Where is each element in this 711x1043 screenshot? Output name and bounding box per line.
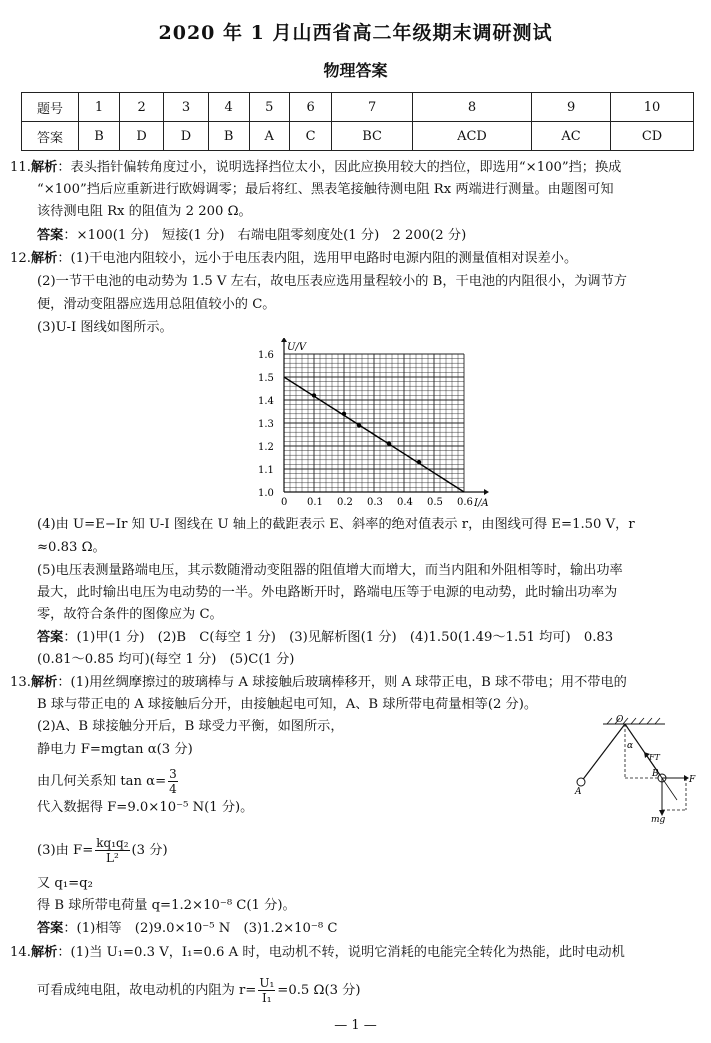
fraction-denominator: I₁ [262, 991, 272, 1005]
data-point [357, 423, 361, 427]
q11-line-3: 该待测电阻 Rx 的阻值为 2 200 Ω。 [37, 204, 252, 219]
number-cell: 6 [289, 93, 331, 122]
fraction-numerator: 3 [169, 767, 177, 781]
fraction [168, 767, 178, 796]
y-tick-label: 1.3 [258, 419, 274, 430]
number-cell: 2 [119, 93, 163, 122]
answer-cell: ACD [412, 122, 531, 151]
number-cell: 5 [249, 93, 289, 122]
q11-answer-label: 答案 [37, 228, 64, 243]
q12-text: ：(1)干电池内阻较小，远小于电压表内阻，选用甲电路时电源内阻的测量值相对误差小。 [57, 251, 578, 266]
page-title: 2020 年 1 月山西省高二年级期末调研测试 [158, 22, 553, 44]
q12-line-3: 便，滑动变阻器应选用总阻值较小的 C。 [37, 297, 276, 312]
number-cell: 9 [532, 93, 611, 122]
q13-line-7 [37, 836, 168, 865]
row-label-answer: 答案 [22, 122, 79, 151]
number-cell: 10 [611, 93, 694, 122]
page-subtitle: 物理答案 [323, 61, 388, 80]
x-tick-label: 0.5 [427, 497, 443, 508]
q13-line-6: 代入数据得 F=9.0×10⁻⁵ N(1 分)。 [37, 800, 254, 815]
q14-text: ：(1)当 U₁=0.3 V，I₁=0.6 A 时，电动机不转，说明它消耗的电能完全转化为热能，此时电动机 [57, 945, 625, 960]
answer-cell: B [79, 122, 120, 151]
q14-line-1 [10, 945, 625, 961]
q11-number: 11. [10, 160, 31, 175]
ball-a [577, 778, 585, 786]
data-point [417, 460, 421, 464]
q13-line-2: B 球与带正电的 A 球接触后分开，由接触起电可知，A、B 球所带电荷量相等(2 分)。 [37, 697, 538, 712]
data-point [312, 393, 316, 397]
y-tick-label: 1.6 [258, 350, 274, 361]
label-b: B [652, 769, 659, 779]
q11-answer [37, 228, 466, 244]
q12-answer [37, 630, 613, 646]
q13-analysis-label: 解析 [30, 675, 58, 690]
q11-line-2: “×100”挡后应重新进行欧姆调零；最后将红、黑表笔接触待测电阻 Rx 两端进行测量。由题图可知 [37, 182, 614, 197]
q13-line-3: (2)A、B 球接触分开后，B 球受力平衡，如图所示， [37, 719, 344, 734]
label-a: A [575, 787, 582, 797]
q13-answer-label: 答案 [37, 921, 64, 936]
number-cell: 4 [208, 93, 249, 122]
q14-analysis-label: 解析 [30, 945, 58, 960]
q11-text: ：表头指针偏转角度过小，说明选择挡位太小，因此应换用较大的挡位，即选用“×100”挡；换成 [57, 160, 622, 175]
q13-line-4: 静电力 F=mgtan α(3 分) [37, 742, 193, 757]
q13-coulomb-score: (3 分) [131, 843, 168, 858]
q12-line-1 [10, 251, 577, 267]
answer-cell: BC [332, 122, 412, 151]
y-tick-label: 1.5 [258, 373, 274, 384]
q12-line-4: (3)U-I 图线如图所示。 [37, 320, 173, 335]
answer-table-answer-row [22, 122, 694, 151]
q13-line-9: 得 B 球所带电荷量 q=1.2×10⁻⁸ C(1 分)。 [37, 898, 296, 913]
q12-number: 12. [10, 251, 31, 266]
thread-a [581, 724, 625, 782]
q12-line-8: 最大，此时输出电压为电动势的一半。外电路断开时，路端电压等于电源的电动势，此时输出功率为 [37, 585, 618, 600]
q12-line-6: ≈0.83 Ω。 [37, 540, 106, 555]
x-axis-arrowhead [484, 489, 489, 495]
q12-answer-line-2: (0.81～0.85 均可)(每空 1 分) (5)C(1 分) [37, 652, 295, 667]
answer-table-number-row [22, 93, 694, 122]
q14-line-2 [37, 976, 361, 1005]
fraction-denominator: L² [106, 851, 119, 865]
q13-answer [37, 921, 337, 937]
answer-cell: CD [611, 122, 694, 151]
answer-cell: C [289, 122, 331, 151]
label-ft: FT [649, 753, 660, 762]
answer-cell: A [249, 122, 289, 151]
q11-answer-text: ：×100(1 分) 短接(1 分) 右端电阻零刻度处(1 分) 2 200(2 分) [63, 228, 467, 243]
q12-answer-label: 答案 [37, 630, 64, 645]
q12-analysis-label: 解析 [30, 251, 58, 266]
q13-line-8: 又 q₁=q₂ [37, 876, 93, 891]
y-tick-label: 1.4 [258, 396, 274, 407]
q13-line-5 [37, 767, 180, 796]
q13-tan-text: 由几何关系知 tan α= [37, 774, 167, 789]
q13-line-1 [10, 675, 627, 691]
q12-answer-text: ：(1)甲(1 分) (2)B C(每空 1 分) (3)见解析图(1 分) (4)1.50(1.49～1.51 均可) 0.83 [63, 630, 614, 645]
q12-line-7: (5)电压表测量路端电压，其示数随滑动变阻器的阻值增大而增大，而当内阻和外阻相等时，输出功率 [37, 563, 623, 578]
q14-resistance-text: 可看成纯电阻，故电动机的内阻为 r= [37, 983, 257, 998]
q14-number: 14. [10, 945, 31, 960]
fraction [258, 976, 275, 1005]
q12-line-5: (4)由 U=E−Ir 知 U-I 图线在 U 轴上的截距表示 E、斜率的绝对值表示 r，由图线可得 E=1.50 V，r [37, 517, 635, 532]
chart-x-axis-label: I/A [474, 498, 489, 509]
answer-cell: B [208, 122, 249, 151]
y-tick-label: 1.0 [258, 488, 274, 499]
answer-table [21, 92, 694, 151]
fraction [95, 836, 129, 865]
label-o: O [616, 715, 624, 725]
data-point [342, 412, 346, 416]
chart-y-axis-label: U/V [287, 342, 307, 353]
fraction-denominator: 4 [169, 782, 177, 796]
q12-line-2: (2)一节干电池的电动势为 1.5 V 左右，故电压表应选用量程较小的 B，干电池的内阻很小，为调节方 [37, 274, 627, 289]
q13-answer-text: ：(1)相等 (2)9.0×10⁻⁵ N (3)1.2×10⁻⁸ C [63, 921, 338, 936]
resultant-line [662, 778, 677, 800]
label-f: F [689, 775, 696, 785]
fraction-numerator: U₁ [259, 976, 275, 990]
ui-chart [240, 338, 490, 510]
label-mg: mg [651, 815, 666, 824]
q13-number: 13. [10, 675, 31, 690]
number-cell: 1 [79, 93, 120, 122]
x-tick-label: 0.6 [457, 497, 473, 508]
answer-cell: D [164, 122, 208, 151]
answer-cell: D [119, 122, 163, 151]
y-tick-label: 1.2 [258, 442, 274, 453]
x-tick-label: 0 [281, 497, 288, 508]
q11-line-1 [10, 160, 621, 176]
row-label-number: 题号 [22, 93, 79, 122]
fraction-numerator: kq₁q₂ [96, 836, 129, 850]
q12-line-9: 零，故符合条件的图像应为 C。 [37, 607, 223, 622]
force-diagram [565, 712, 700, 824]
label-alpha: α [627, 741, 634, 751]
x-tick-label: 0.3 [367, 497, 383, 508]
q14-resistance-value: =0.5 Ω(3 分) [277, 983, 361, 998]
ceiling-hatch [607, 718, 660, 724]
q13-coulomb-text: (3)由 F= [37, 843, 94, 858]
number-cell: 7 [332, 93, 412, 122]
x-tick-label: 0.1 [307, 497, 323, 508]
data-point [387, 442, 391, 446]
x-tick-label: 0.2 [337, 497, 353, 508]
number-cell: 8 [412, 93, 531, 122]
number-cell: 3 [164, 93, 208, 122]
q11-analysis-label: 解析 [30, 160, 58, 175]
y-tick-label: 1.1 [258, 465, 274, 476]
chart-grid [281, 338, 489, 495]
x-tick-label: 0.4 [397, 497, 413, 508]
page-number: — 1 — [334, 1018, 377, 1033]
q13-text: ：(1)用丝绸摩擦过的玻璃棒与 A 球接触后玻璃棒移开，则 A 球带正电，B 球不带电；用不带电的 [57, 675, 627, 690]
answer-cell: AC [532, 122, 611, 151]
